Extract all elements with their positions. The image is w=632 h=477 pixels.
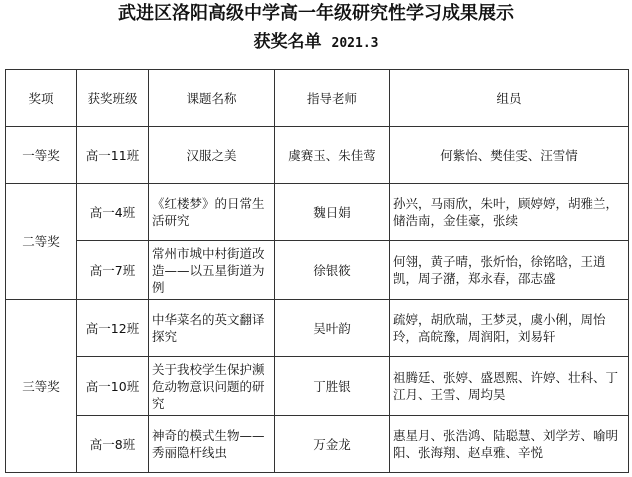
subtitle-text: 获奖名单 [253, 32, 322, 52]
topic-cell: 汉服之美 [149, 127, 275, 184]
header-teacher: 指导老师 [275, 70, 390, 127]
members-cell: 疏婷，胡欣瑞，王梦灵，虞小俐，周怡玲，高皖豫，周润阳，刘易轩 [390, 300, 629, 357]
class-cell: 高一10班 [77, 357, 149, 416]
topic-cell: 神奇的模式生物——秀丽隐杆线虫 [149, 416, 275, 473]
teacher-cell: 魏日娟 [275, 184, 390, 241]
topic-cell: 关于我校学生保护濒危动物意识问题的研究 [149, 357, 275, 416]
table-row [6, 241, 629, 300]
members-cell: 孙兴，马雨欣，朱叶，顾婷婷，胡雅兰，储浩南，金佳豪，张续 [390, 184, 629, 241]
class-cell: 高一4班 [77, 184, 149, 241]
table-row [6, 416, 629, 473]
header-topic: 课题名称 [149, 70, 275, 127]
class-cell: 高一12班 [77, 300, 149, 357]
class-cell: 高一8班 [77, 416, 149, 473]
header-award: 奖项 [6, 70, 77, 127]
award-cell: 二等奖 [6, 184, 77, 300]
members-cell: 祖腾廷、张婷、盛恩熙、许婷、壮科、丁江月、王雪、周均昊 [390, 357, 629, 416]
topic-cell: 常州市城中村街道改造——以五星街道为例 [149, 241, 275, 300]
header-class: 获奖班级 [77, 70, 149, 127]
table-row [6, 300, 629, 357]
header-members: 组员 [390, 70, 629, 127]
topic-cell: 中华菜名的英文翻译探究 [149, 300, 275, 357]
class-cell: 高一7班 [77, 241, 149, 300]
table-row [6, 184, 629, 241]
header-row [6, 70, 629, 127]
table-row [6, 357, 629, 416]
page-subtitle [0, 31, 632, 55]
members-cell: 何翎，黄子晴，张炘怡，徐铭晗，王逍凯，周子潴，郑永春，邵志盛 [390, 241, 629, 300]
date-text: 2021.3 [331, 36, 379, 51]
teacher-cell: 徐银筱 [275, 241, 390, 300]
awards-table [5, 69, 629, 473]
class-cell: 高一11班 [77, 127, 149, 184]
teacher-cell: 虞赛玉、朱佳莺 [275, 127, 390, 184]
teacher-cell: 丁胜银 [275, 357, 390, 416]
award-cell: 三等奖 [6, 300, 77, 473]
members-cell: 何紫怡、樊佳雯、汪雪情 [390, 127, 629, 184]
teacher-cell: 吴叶韵 [275, 300, 390, 357]
members-cell: 惠星月、张浩鸿、陆聪慧、刘学芳、喻明阳、张海翔、赵卓雅、辛悦 [390, 416, 629, 473]
topic-cell: 《红楼梦》的日常生活研究 [149, 184, 275, 241]
table-row [6, 127, 629, 184]
award-cell: 一等奖 [6, 127, 77, 184]
page-title: 武进区洛阳高级中学高一年级研究性学习成果展示 [118, 3, 514, 24]
teacher-cell: 万金龙 [275, 416, 390, 473]
